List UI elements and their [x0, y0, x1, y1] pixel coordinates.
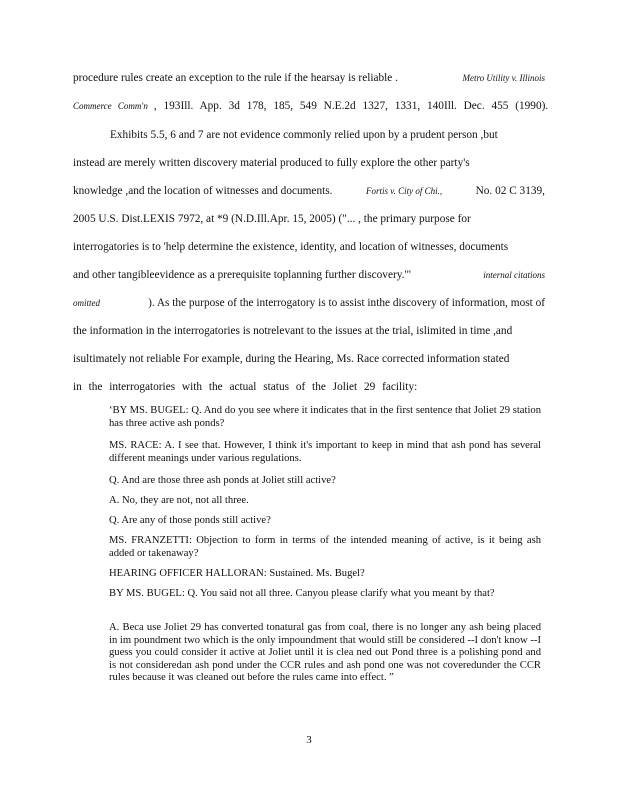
body-line: omitted ). As the purpose of the interrogatory is to assist inthe discovery of information, most of — [73, 297, 545, 309]
case-citation: Metro Utility v. Illinois — [462, 73, 545, 83]
citation-note: omitted — [73, 298, 100, 308]
transcript-quote: ‘BY MS. BUGEL: Q. And do you see where it indicates that in the first sentence that Joliet 29 station has three active ash ponds? — [109, 405, 541, 429]
body-line: knowledge ,and the location of witnesses and documents. Fortis v. City of Chi., No. 02 C 3139, — [73, 185, 545, 197]
body-line: in the interrogatories with the actual status of the Joliet 29 facility: — [73, 381, 418, 393]
transcript-quote: HEARING OFFICER HALLORAN: Sustained. Ms. Bugel? — [109, 568, 365, 579]
body-line: Commerce Comm'n , 193Ill. App. 3d 178, 185, 549 N.E.2d 1327, 1331, 140Ill. Dec. 455 (1990). — [73, 100, 549, 112]
case-citation: Fortis v. City of Chi., — [366, 186, 443, 196]
citation-note: internal citations — [483, 270, 545, 280]
body-line: instead are merely written discovery material produced to fully explore the other party's — [73, 157, 470, 169]
body-line: isultimately not reliable For example, during the Hearing, Ms. Race corrected information stated — [73, 353, 510, 365]
body-line: procedure rules create an exception to the rule if the hearsay is reliable . Metro Utility v. Illinois — [73, 72, 545, 84]
transcript-quote: BY MS. BUGEL: Q. You said not all three. Canyou please clarify what you meant by that? — [109, 588, 495, 599]
case-citation: Commerce Comm'n — [73, 101, 148, 111]
page-number: 3 — [306, 734, 312, 746]
body-line: 2005 U.S. Dist.LEXIS 7972, at *9 (N.D.Ill.Apr. 15, 2005) ("... , the primary purpose for — [73, 213, 471, 225]
body-line: and other tangibleevidence as a prerequisite toplanning further discovery.'" internal citations — [73, 269, 545, 281]
transcript-quote: Q. And are those three ash ponds at Joliet still active? — [109, 475, 336, 486]
body-line: Exhibits 5.5, 6 and 7 are not evidence commonly relied upon by a prudent person ,but — [110, 129, 498, 141]
body-line: interrogatories is to 'help determine the existence, identity, and location of witnesses, documents — [73, 241, 509, 253]
transcript-quote: A. Beca use Joliet 29 has converted tonatural gas from coal, there is no longer any ash being placed in im poundment two which is the only impoundment that would still be considered --I don't know --I guess you could consider it active at Joliet until it is clea ned out Pond three is a polishing pond and is not consideredan ash pond under the CCR rules and ash pond one was not coveredunder the CCR rules because it was cleaned out before the rules came into effect. ” — [109, 622, 541, 683]
transcript-quote: MS. RACE: A. I see that. However, I think it's important to keep in mind that ash pond has several different meanings under various regulations. — [109, 440, 541, 464]
transcript-quote: MS. FRANZETTI: Objection to form in terms of the intended meaning of active, is it being ash added or takenaway? — [109, 535, 541, 559]
transcript-quote: Q. Are any of those ponds still active? — [109, 515, 271, 526]
transcript-quote: A. No, they are not, not all three. — [109, 495, 249, 506]
body-line: the information in the interrogatories is notrelevant to the issues at the trial, islimited in time ,and — [73, 325, 513, 337]
